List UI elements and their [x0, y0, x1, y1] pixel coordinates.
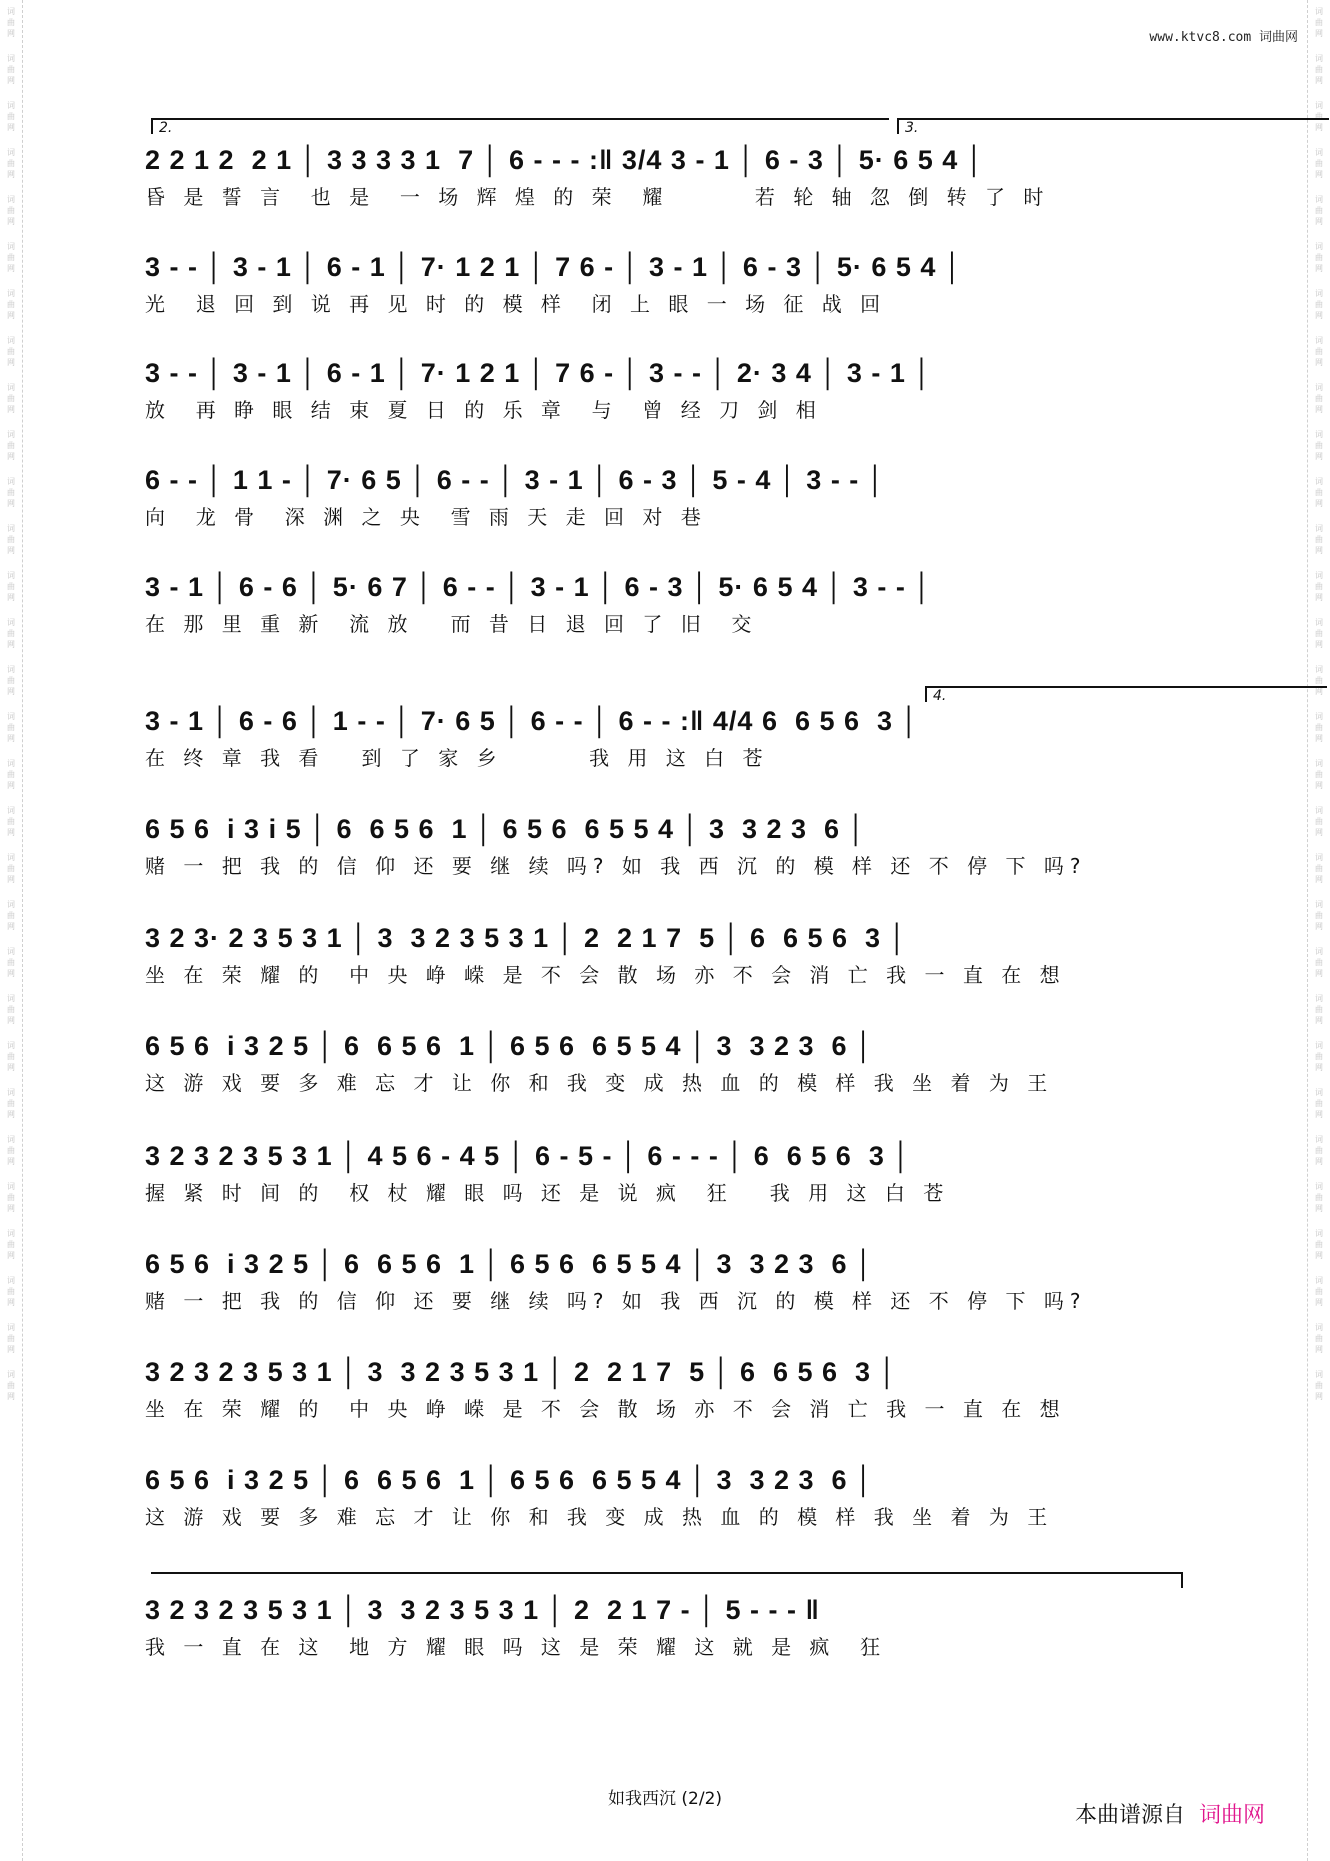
- watermark-mark: 词 曲 网: [1315, 336, 1323, 367]
- lyric-row: 握 紧 时 间 的 权 杖 耀 眼 吗 还 是 说 疯 狂 我 用 这 白 苍: [145, 1180, 950, 1205]
- watermark-mark: 词 曲 网: [7, 994, 15, 1025]
- watermark-mark: 词 曲 网: [1315, 54, 1323, 85]
- watermark-mark: 词 曲 网: [1315, 1088, 1323, 1119]
- watermark-mark: 词 曲 网: [1315, 242, 1323, 273]
- notation-row: 3 2 3 2 3 5 3 1 │ 4 5 6 - 4 5 │ 6 - 5 - │ 6 - - - │ 6 6 5 6 3 │: [145, 1140, 912, 1171]
- score-line: [145, 247, 1185, 317]
- watermark-mark: 词 曲 网: [7, 1276, 15, 1307]
- notation-row: 3 2 3· 2 3 5 3 1 │ 3 3 2 3 5 3 1 │ 2 2 1 7 5 │ 6 6 5 6 3 │: [145, 922, 908, 953]
- notation-row: 6 - - │ 1 1 - │ 7· 6 5 │ 6 - - │ 3 - 1 │ 6 - 3 │ 5 - 4 │ 3 - - │: [145, 464, 886, 495]
- watermark-mark: 词 曲 网: [7, 947, 15, 978]
- watermark-mark: 词 曲 网: [1315, 994, 1323, 1025]
- watermark-mark: 词 曲 网: [1315, 289, 1323, 320]
- score-line: [145, 918, 1185, 988]
- notation-row: 2 2 1 2 2 1 │ 3 3 3 3 1 7 │ 6 - - - :‖ 3/4 3 - 1 │ 6 - 3 │ 5· 6 5 4 │: [145, 144, 985, 175]
- watermark-mark: 词 曲 网: [1315, 101, 1323, 132]
- watermark-mark: 词 曲 网: [7, 7, 15, 38]
- watermark-mark: 词 曲 网: [7, 383, 15, 414]
- lyric-row: 光 退 回 到 说 再 见 时 的 模 样 闭 上 眼 一 场 征 战 回: [145, 291, 887, 316]
- watermark-mark: 词 曲 网: [7, 1370, 15, 1401]
- lyric-row: 赌 一 把 我 的 信 仰 还 要 继 续 吗? 如 我 西 沉 的 模 样 还 不 停 下 吗?: [145, 1288, 1087, 1313]
- source-credit-text: 本曲谱源自: [1075, 1803, 1186, 1828]
- watermark-mark: 词 曲 网: [7, 477, 15, 508]
- watermark-mark: 词 曲 网: [7, 101, 15, 132]
- watermark-mark: 词 曲 网: [1315, 712, 1323, 743]
- notation-row: 6 5 6 i 3 2 5 │ 6 6 5 6 1 │ 6 5 6 6 5 5 4 │ 3 3 2 3 6 │: [145, 1464, 874, 1495]
- volta-4: [925, 686, 1327, 702]
- watermark-mark: 词 曲 网: [1315, 853, 1323, 884]
- watermark-mark: 词 曲 网: [1315, 947, 1323, 978]
- left-watermark-strip: [0, 0, 23, 1861]
- site-url-header: www.ktvc8.com 词曲网: [1149, 30, 1298, 45]
- watermark-mark: 词 曲 网: [1315, 477, 1323, 508]
- score-line: [145, 1136, 1185, 1206]
- watermark-mark: 词 曲 网: [7, 900, 15, 931]
- watermark-mark: 词 曲 网: [1315, 1229, 1323, 1260]
- volta-4-label: 4.: [933, 688, 947, 704]
- watermark-mark: 词 曲 网: [7, 806, 15, 837]
- watermark-mark: 词 曲 网: [1315, 148, 1323, 179]
- lyric-row: 放 再 睁 眼 结 束 夏 日 的 乐 章 与 曾 经 刀 剑 相: [145, 397, 822, 422]
- score-line: [145, 1352, 1185, 1422]
- notation-row: 3 2 3 2 3 5 3 1 │ 3 3 2 3 5 3 1 │ 2 2 1 7 5 │ 6 6 5 6 3 │: [145, 1356, 898, 1387]
- watermark-mark: 词 曲 网: [1315, 7, 1323, 38]
- lyric-row: 这 游 戏 要 多 难 忘 才 让 你 和 我 变 成 热 血 的 模 样 我 坐 着 为 王: [145, 1504, 1054, 1529]
- watermark-mark: 词 曲 网: [1315, 524, 1323, 555]
- watermark-mark: 词 曲 网: [1315, 900, 1323, 931]
- score-line: [145, 1590, 1185, 1660]
- lyric-row: 在 终 章 我 看 到 了 家 乡 我 用 这 白 苍: [145, 745, 769, 770]
- notation-row: 3 2 3 2 3 5 3 1 │ 3 3 2 3 5 3 1 │ 2 2 1 7 - │ 5 - - - ‖: [145, 1594, 820, 1625]
- lyric-row: 向 龙 骨 深 渊 之 央 雪 雨 天 走 回 对 巷: [145, 504, 707, 529]
- watermark-mark: 词 曲 网: [7, 1088, 15, 1119]
- lyric-row: 坐 在 荣 耀 的 中 央 峥 嵘 是 不 会 散 场 亦 不 会 消 亡 我 一 直 在 想: [145, 962, 1066, 987]
- score-line: [145, 701, 1185, 771]
- watermark-mark: 词 曲 网: [1315, 1135, 1323, 1166]
- watermark-mark: 词 曲 网: [7, 618, 15, 649]
- notation-row: 3 - 1 │ 6 - 6 │ 1 - - │ 7· 6 5 │ 6 - - │ 6 - - :‖ 4/4 6 6 5 6 3 │: [145, 705, 920, 736]
- notation-row: 3 - - │ 3 - 1 │ 6 - 1 │ 7· 1 2 1 │ 7 6 - │ 3 - - │ 2· 3 4 │ 3 - 1 │: [145, 357, 933, 388]
- watermark-mark: 词 曲 网: [1315, 759, 1323, 790]
- watermark-mark: 词 曲 网: [7, 54, 15, 85]
- lyric-row: 赌 一 把 我 的 信 仰 还 要 继 续 吗? 如 我 西 沉 的 模 样 还 不 停 下 吗?: [145, 853, 1087, 878]
- volta-2: [151, 118, 889, 134]
- watermark-mark: 词 曲 网: [7, 430, 15, 461]
- watermark-mark: 词 曲 网: [7, 336, 15, 367]
- watermark-mark: 词 曲 网: [1315, 806, 1323, 837]
- watermark-mark: 词 曲 网: [7, 1135, 15, 1166]
- lyric-row: 坐 在 荣 耀 的 中 央 峥 嵘 是 不 会 散 场 亦 不 会 消 亡 我 一 直 在 想: [145, 1396, 1066, 1421]
- lyric-row: 在 那 里 重 新 流 放 而 昔 日 退 回 了 旧 交: [145, 611, 758, 636]
- score-line: [145, 1460, 1185, 1530]
- right-watermark-strip: [1307, 0, 1330, 1861]
- volta-3-label: 3.: [905, 120, 919, 136]
- score-line: [145, 140, 1185, 210]
- watermark-mark: 词 曲 网: [1315, 571, 1323, 602]
- watermark-mark: 词 曲 网: [7, 853, 15, 884]
- watermark-mark: 词 曲 网: [7, 195, 15, 226]
- source-credit: [1075, 1798, 1265, 1829]
- watermark-mark: 词 曲 网: [1315, 1323, 1323, 1354]
- watermark-mark: 词 曲 网: [7, 759, 15, 790]
- watermark-mark: 词 曲 网: [7, 1041, 15, 1072]
- volta-2-label: 2.: [159, 120, 173, 136]
- watermark-mark: 词 曲 网: [7, 289, 15, 320]
- lyric-row: 我 一 直 在 这 地 方 耀 眼 吗 这 是 荣 耀 这 就 是 疯 狂: [145, 1634, 887, 1659]
- watermark-mark: 词 曲 网: [7, 1323, 15, 1354]
- score-line: [145, 460, 1185, 530]
- score-line: [145, 353, 1185, 423]
- notation-row: 3 - - │ 3 - 1 │ 6 - 1 │ 7· 1 2 1 │ 7 6 - │ 3 - 1 │ 6 - 3 │ 5· 6 5 4 │: [145, 251, 963, 282]
- volta-3: [897, 118, 1329, 134]
- source-credit-brand: 词曲网: [1199, 1803, 1266, 1828]
- watermark-mark: 词 曲 网: [1315, 1276, 1323, 1307]
- page-footer-title: 如我西沉 (2/2): [607, 1789, 723, 1809]
- watermark-mark: 词 曲 网: [1315, 1182, 1323, 1213]
- notation-row: 6 5 6 i 3 i 5 │ 6 6 5 6 1 │ 6 5 6 6 5 5 4 │ 3 3 2 3 6 │: [145, 813, 867, 844]
- watermark-mark: 词 曲 网: [7, 1229, 15, 1260]
- score-line: [145, 1026, 1185, 1096]
- watermark-mark: 词 曲 网: [7, 712, 15, 743]
- watermark-mark: 词 曲 网: [7, 1182, 15, 1213]
- watermark-mark: 词 曲 网: [1315, 195, 1323, 226]
- notation-row: 6 5 6 i 3 2 5 │ 6 6 5 6 1 │ 6 5 6 6 5 5 4 │ 3 3 2 3 6 │: [145, 1030, 874, 1061]
- score-line: [145, 809, 1185, 879]
- lyric-row: 昏 是 誓 言 也 是 一 场 辉 煌 的 荣 耀 若 轮 轴 忽 倒 转 了 时: [145, 184, 1050, 209]
- watermark-mark: 词 曲 网: [1315, 618, 1323, 649]
- watermark-mark: 词 曲 网: [1315, 1041, 1323, 1072]
- watermark-mark: 词 曲 网: [7, 524, 15, 555]
- watermark-mark: 词 曲 网: [7, 242, 15, 273]
- watermark-mark: 词 曲 网: [7, 665, 15, 696]
- watermark-mark: 词 曲 网: [7, 571, 15, 602]
- score-line: [145, 567, 1185, 637]
- score-line: [145, 1244, 1185, 1314]
- watermark-mark: 词 曲 网: [7, 148, 15, 179]
- watermark-mark: 词 曲 网: [1315, 665, 1323, 696]
- final-line-bracket: [151, 1572, 1183, 1588]
- watermark-mark: 词 曲 网: [1315, 430, 1323, 461]
- watermark-mark: 词 曲 网: [1315, 383, 1323, 414]
- lyric-row: 这 游 戏 要 多 难 忘 才 让 你 和 我 变 成 热 血 的 模 样 我 坐 着 为 王: [145, 1070, 1054, 1095]
- watermark-mark: 词 曲 网: [1315, 1370, 1323, 1401]
- notation-row: 3 - 1 │ 6 - 6 │ 5· 6 7 │ 6 - - │ 3 - 1 │ 6 - 3 │ 5· 6 5 4 │ 3 - - │: [145, 571, 933, 602]
- notation-row: 6 5 6 i 3 2 5 │ 6 6 5 6 1 │ 6 5 6 6 5 5 4 │ 3 3 2 3 6 │: [145, 1248, 874, 1279]
